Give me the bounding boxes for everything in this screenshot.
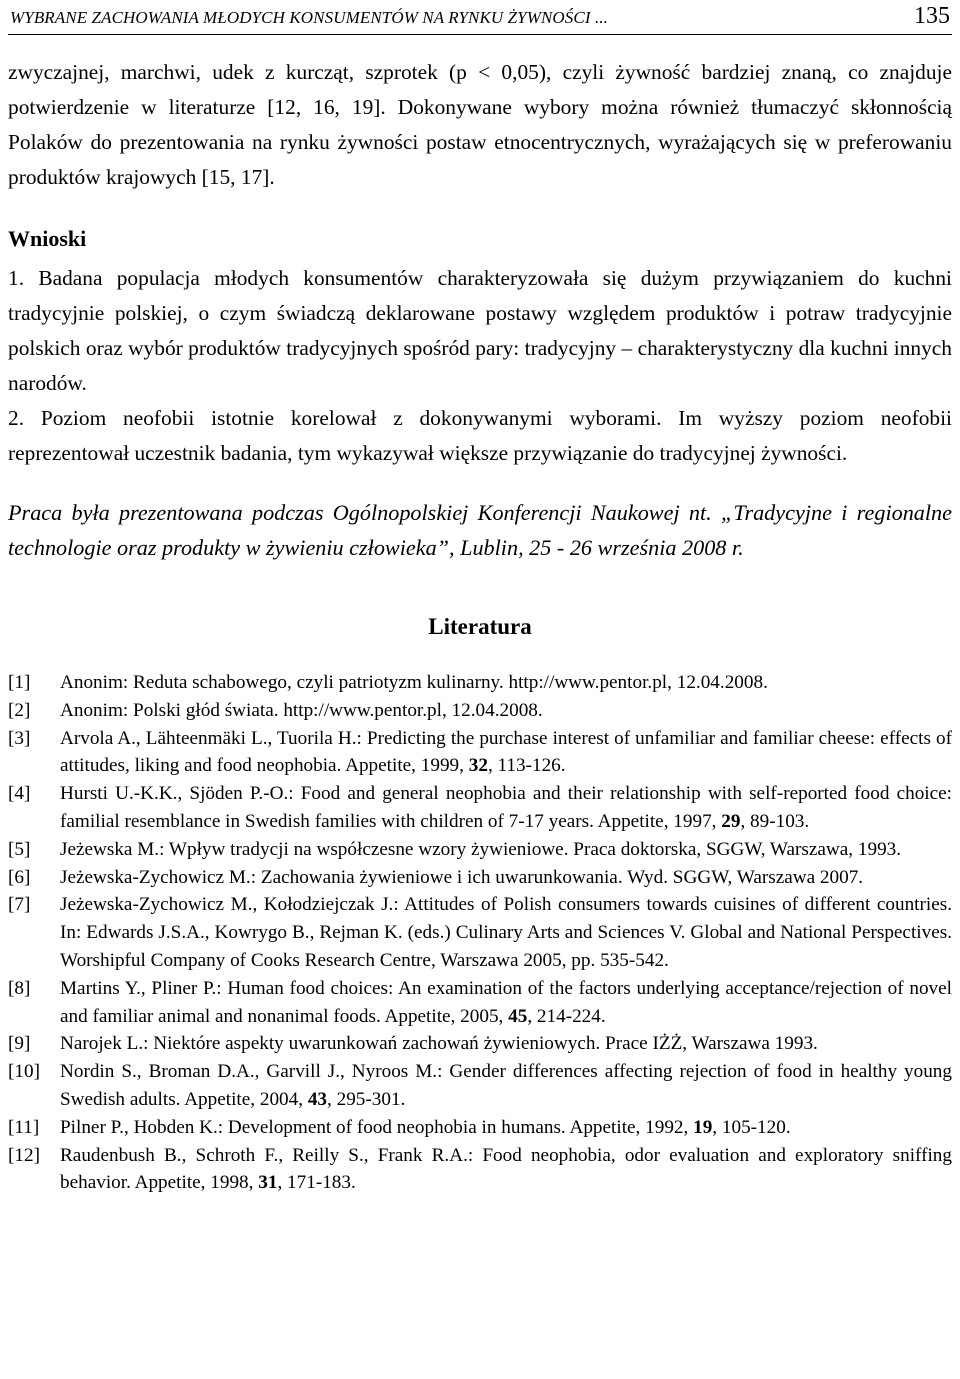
reference-item (8, 1030, 952, 1058)
reference-text: Jeżewska-Zychowicz M., Kołodziejczak J.: Attitudes of Polish consumers towards cuisines of different countries. In: Edwards J.S.A., Kowrygo B., Rejman K. (eds.) Culinary Arts and Sciences V. Global and National Perspectives. Worshipful Company of Cooks Research Centre, Warszawa 2005, pp. 535-542. (60, 894, 952, 971)
reference-number: [11] (8, 1116, 40, 1138)
reference-item (8, 1114, 952, 1142)
reference-number: [4] (8, 783, 31, 805)
reference-item (8, 780, 952, 836)
reference-number: [7] (8, 894, 31, 916)
conclusion-item: 1. Badana populacja młodych konsumentów charakteryzowała się dużym przywiązaniem do kuchni tradycyjnie polskiej, o czym świadczą deklarowane postawy względem produktów i potraw tradycyjnie polskich oraz wybór produktów tradycyjnych spośród pary: tradycyjny – charakterystyczny dla kuchni innych narodów. (8, 266, 952, 395)
reference-number: [6] (8, 866, 31, 888)
reference-number: [8] (8, 977, 31, 999)
reference-text: Martins Y., Pliner P.: Human food choices: An examination of the factors underlying acceptance/rejection of novel and familiar animal and nonanimal foods. Appetite, 2005, 45, 214-224. (60, 977, 952, 1027)
conference-note: Praca była prezentowana podczas Ogólnopolskiej Konferencji Naukowej nt. „Tradycyjne i regionalne technologie oraz produkty w żywieniu człowieka”, Lublin, 25 - 26 września 2008 r. (8, 500, 952, 560)
conclusions-heading: Wnioski (8, 226, 87, 251)
reference-item (8, 669, 952, 697)
reference-text: Narojek L.: Niektóre aspekty uwarunkowań zachowań żywieniowych. Prace IŻŻ, Warszawa 1993. (60, 1033, 818, 1055)
reference-number: [10] (8, 1061, 40, 1083)
reference-item (8, 697, 952, 725)
reference-item (8, 891, 952, 974)
reference-text: Jeżewska-Zychowicz M.: Zachowania żywieniowe i ich uwarunkowania. Wyd. SGGW, Warszawa 2007. (60, 866, 864, 888)
reference-number: [9] (8, 1033, 31, 1055)
conclusion-item: 2. Poziom neofobii istotnie korelował z dokonywanymi wyborami. Im wyższy poziom neofobii reprezentował uczestnik badania, tym wykazywał większe przywiązanie do tradycyjnej żywności. (8, 406, 952, 465)
running-header-title: WYBRANE ZACHOWANIA MŁODYCH KONSUMENTÓW NA RYNKU ŻYWNOŚCI ... (10, 8, 608, 27)
reference-text: Anonim: Reduta schabowego, czyli patriotyzm kulinarny. http://www.pentor.pl, 12.04.2008. (60, 672, 768, 693)
reference-item (8, 836, 952, 864)
page-number: 135 (914, 3, 950, 29)
reference-item (8, 725, 952, 781)
reference-item (8, 1142, 952, 1198)
reference-number: [5] (8, 838, 31, 860)
reference-item (8, 1058, 952, 1114)
reference-list (8, 669, 952, 1197)
reference-text: Jeżewska M.: Wpływ tradycji na współczesne wzory żywieniowe. Praca doktorska, SGGW, Warszawa, 1993. (60, 838, 902, 860)
reference-number: [2] (8, 699, 31, 721)
reference-text: Anonim: Polski głód świata. http://www.pentor.pl, 12.04.2008. (60, 699, 543, 721)
reference-number: [3] (8, 727, 31, 749)
reference-text: Hursti U.-K.K., Sjöden P.-O.: Food and general neophobia and their relationship with self-reported food choice: familial resemblance in Swedish families with children of 7-17 years. Appetite, 1997, 29, 89-103. (60, 783, 952, 832)
reference-text: Nordin S., Broman D.A., Garvill J., Nyroos M.: Gender differences affecting rejection of food in healthy young Swedish adults. Appetite, 2004, 43, 295-301. (60, 1061, 952, 1110)
running-header (8, 0, 952, 35)
conclusions-list (8, 261, 952, 471)
reference-number: [1] (8, 672, 31, 693)
reference-item (8, 864, 952, 892)
reference-text: Arvola A., Lähteenmäki L., Tuorila H.: Predicting the purchase interest of unfamiliar and familiar cheese: effects of attitudes, liking and food neophobia. Appetite, 1999, 32, 113-126. (60, 727, 952, 777)
literature-heading: Literatura (428, 614, 532, 639)
reference-number: [12] (8, 1144, 40, 1166)
reference-item (8, 975, 952, 1031)
reference-text: Raudenbush B., Schroth F., Reilly S., Frank R.A.: Food neophobia, odor evaluation and exploratory sniffing behavior. Appetite, 1998, 31, 171-183. (60, 1144, 952, 1194)
intro-paragraph: zwyczajnej, marchwi, udek z kurcząt, szprotek (p < 0,05), czyli żywność bardziej znaną, co znajduje potwierdzenie w literaturze [12, 16, 19]. Dokonywane wybory można również tłumaczyć skłonnością Polaków do prezentowania na rynku żywności postaw etnocentrycznych, wyrażających się w preferowaniu produktów krajowych [15, 17]. (8, 60, 952, 189)
reference-text: Pilner P., Hobden K.: Development of food neophobia in humans. Appetite, 1992, 19, 105-120. (60, 1116, 791, 1138)
